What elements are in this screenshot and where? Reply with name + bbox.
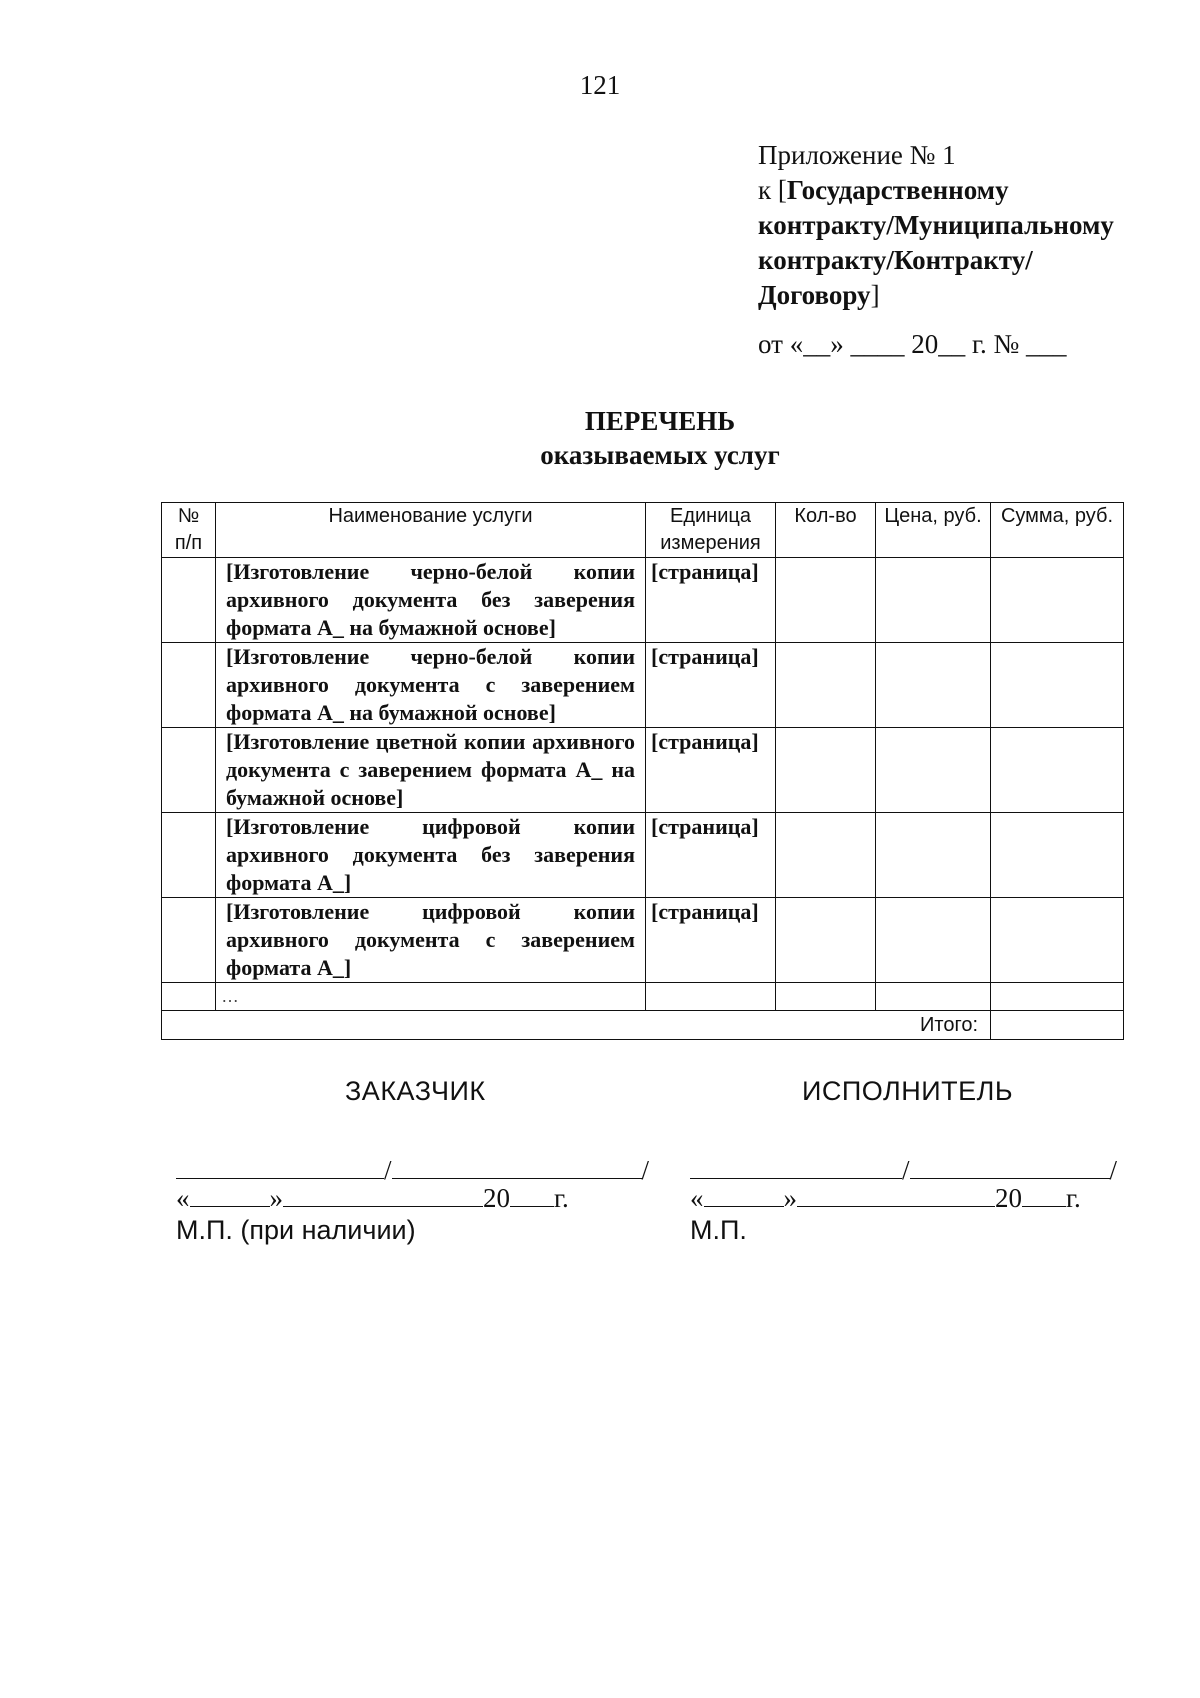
cell-qty	[776, 728, 876, 813]
contractor-stamp-note: М.П.	[690, 1215, 747, 1245]
cell-price	[876, 983, 991, 1011]
services-table	[161, 502, 1124, 1040]
customer-date-open: «	[176, 1183, 190, 1213]
cell-price	[876, 728, 991, 813]
cell-unit: [страница]	[646, 728, 776, 813]
customer-date-line	[176, 1180, 569, 1214]
appendix-prefix: к [	[758, 175, 787, 205]
appendix-number: Приложение № 1	[758, 140, 956, 170]
cell-sum	[991, 728, 1124, 813]
customer-year-blank	[510, 1180, 554, 1207]
cell-price	[876, 813, 991, 898]
cell-unit	[646, 983, 776, 1011]
total-sum-cell	[991, 1011, 1124, 1040]
header-num: № п/п	[162, 503, 216, 558]
appendix-contract-type: Государственному	[786, 175, 1009, 205]
contractor-year-suffix: г.	[1066, 1183, 1081, 1213]
header-price: Цена, руб.	[876, 503, 991, 558]
contractor-date-close: »	[783, 1183, 797, 1213]
cell-unit: [страница]	[646, 813, 776, 898]
header-sum: Сумма, руб.	[991, 503, 1124, 558]
header-unit: Единица измерения	[646, 503, 776, 558]
table-row-total	[162, 1011, 1124, 1040]
table-row	[162, 728, 1124, 813]
cell-sum	[991, 983, 1124, 1011]
cell-service-name: [Изготовление черно-белой копии архивного документа без заверения формата А_ на бумажной основе]	[216, 558, 646, 643]
customer-name-blank	[392, 1152, 642, 1179]
header-name: Наименование услуги	[216, 503, 646, 558]
cell-num	[162, 813, 216, 898]
cell-service-name: [Изготовление цветной копии архивного документа с заверением формата А_ на бумажной основе]	[216, 728, 646, 813]
cell-qty	[776, 813, 876, 898]
customer-year-suffix: г.	[554, 1183, 569, 1213]
table-row	[162, 643, 1124, 728]
cell-ellipsis	[216, 983, 646, 1011]
cell-qty	[776, 983, 876, 1011]
contractor-date-open: «	[690, 1183, 704, 1213]
table-row	[162, 898, 1124, 983]
cell-qty	[776, 558, 876, 643]
contractor-name-blank	[910, 1152, 1110, 1179]
contractor-signature-blank	[690, 1152, 902, 1179]
cell-num	[162, 643, 216, 728]
title-line-2: оказываемых услуг	[540, 440, 780, 470]
appendix-header	[758, 138, 1158, 362]
contractor-slash-1: /	[902, 1155, 910, 1185]
ellipsis-text: …	[221, 986, 239, 1006]
cell-service-name: [Изготовление цифровой копии архивного документа с заверением формата А_]	[216, 898, 646, 983]
cell-qty	[776, 643, 876, 728]
appendix-contract-line	[758, 173, 1158, 208]
cell-unit: [страница]	[646, 643, 776, 728]
contractor-year-prefix: 20	[995, 1183, 1022, 1213]
cell-unit: [страница]	[646, 898, 776, 983]
cell-num	[162, 898, 216, 983]
contractor-day-blank	[704, 1180, 784, 1207]
cell-num	[162, 983, 216, 1011]
contractor-month-blank	[797, 1180, 995, 1207]
cell-sum	[991, 643, 1124, 728]
table-row	[162, 558, 1124, 643]
header-qty: Кол-во	[776, 503, 876, 558]
total-label: Итого:	[162, 1011, 991, 1040]
customer-slash-2: /	[641, 1155, 650, 1185]
appendix-contract-type-3: контракту/Контракту/	[758, 245, 1033, 275]
cell-service-name: [Изготовление черно-белой копии архивного документа с заверением формата А_ на бумажной основе]	[216, 643, 646, 728]
customer-day-blank	[190, 1180, 270, 1207]
contractor-date-line	[690, 1180, 1081, 1214]
cell-price	[876, 898, 991, 983]
customer-stamp-note: М.П. (при наличии)	[176, 1215, 416, 1245]
cell-sum	[991, 558, 1124, 643]
document-title	[0, 404, 1200, 472]
appendix-contract-type-2: контракту/Муниципальному	[758, 210, 1114, 240]
appendix-bracket-close: ]	[870, 280, 880, 310]
customer-signature-blank	[176, 1152, 384, 1179]
customer-month-blank	[283, 1180, 483, 1207]
cell-price	[876, 643, 991, 728]
customer-date-close: »	[269, 1183, 283, 1213]
customer-slash-1: /	[384, 1155, 392, 1185]
cell-num	[162, 728, 216, 813]
cell-num	[162, 558, 216, 643]
cell-qty	[776, 898, 876, 983]
cell-unit: [страница]	[646, 558, 776, 643]
cell-sum	[991, 898, 1124, 983]
cell-price	[876, 558, 991, 643]
contractor-year-blank	[1022, 1180, 1066, 1207]
contractor-slash-2: /	[1109, 1155, 1118, 1185]
cell-service-name: [Изготовление цифровой копии архивного документа без заверения формата А_]	[216, 813, 646, 898]
contractor-heading: ИСПОЛНИТЕЛЬ	[802, 1076, 1014, 1106]
customer-year-prefix: 20	[483, 1183, 510, 1213]
customer-heading: ЗАКАЗЧИК	[345, 1076, 486, 1106]
appendix-date-line: от «__» ____ 20__ г. № ___	[758, 329, 1067, 359]
table-row-ellipsis	[162, 983, 1124, 1011]
table-row	[162, 813, 1124, 898]
appendix-contract-type-4: Договору	[758, 280, 871, 310]
page-number: 121	[579, 70, 621, 100]
table-header-row	[162, 503, 1124, 558]
cell-sum	[991, 813, 1124, 898]
title-line-1: ПЕРЕЧЕНЬ	[584, 406, 736, 436]
